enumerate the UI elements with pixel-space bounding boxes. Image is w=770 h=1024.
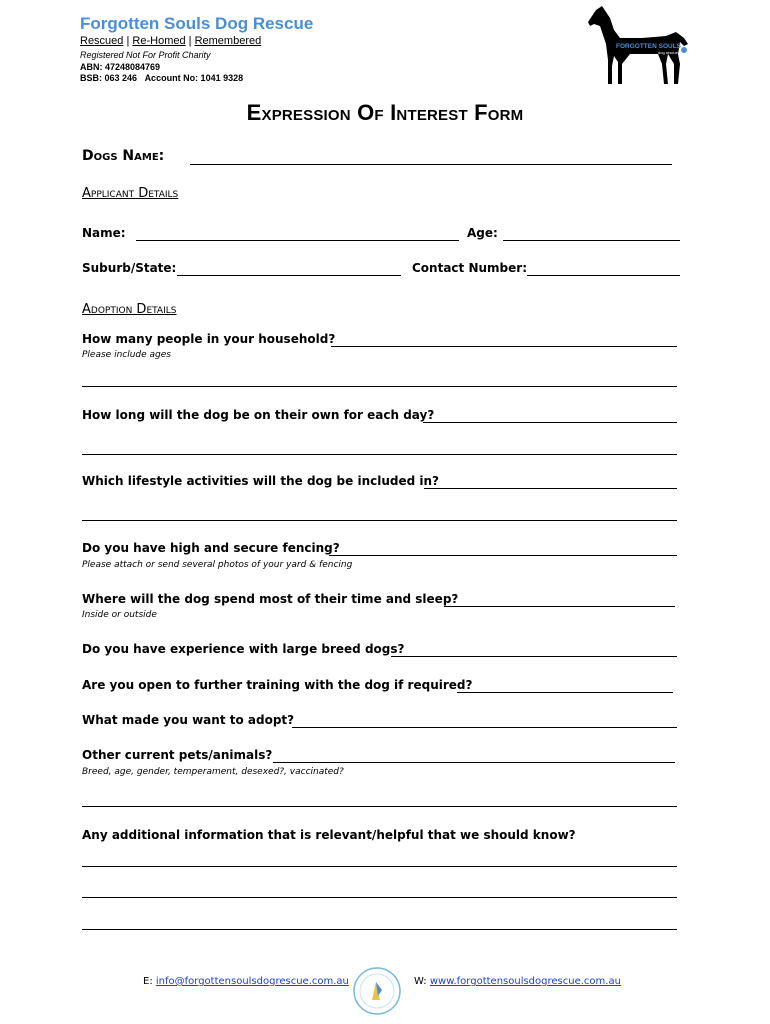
dogs-name-field[interactable] bbox=[190, 164, 672, 165]
alone-question: How long will the dog be on their own for each day? bbox=[82, 408, 435, 422]
logo-subtext: dog rescue bbox=[658, 50, 678, 55]
abn: ABN: 47248084769 bbox=[80, 62, 161, 72]
footer-email bbox=[143, 976, 349, 987]
age-label: Age: bbox=[467, 226, 498, 240]
fencing-question: Do you have high and secure fencing? bbox=[82, 541, 340, 555]
household-field[interactable] bbox=[331, 346, 677, 347]
additional-field-2[interactable] bbox=[82, 897, 677, 898]
additional-field-3[interactable] bbox=[82, 929, 677, 930]
age-field[interactable] bbox=[503, 240, 680, 241]
alone-field[interactable] bbox=[423, 422, 677, 423]
adoption-details-heading: Adoption Details bbox=[82, 302, 177, 317]
form-title: Expression Of Interest Form bbox=[246, 100, 524, 125]
alone-field-extra[interactable] bbox=[82, 454, 677, 455]
name-label: Name: bbox=[82, 226, 126, 240]
training-field[interactable] bbox=[457, 692, 673, 693]
pets-hint: Breed, age, gender, temperament, desexed?, vaccinated? bbox=[82, 767, 344, 777]
email-link[interactable]: info@forgottensoulsdogrescue.com.au bbox=[155, 976, 349, 987]
additional-field-1[interactable] bbox=[82, 866, 677, 867]
tagline-rescued: Rescued bbox=[80, 35, 124, 47]
pets-field-extra[interactable] bbox=[82, 806, 677, 807]
name-field[interactable] bbox=[136, 240, 459, 241]
sleep-field[interactable] bbox=[444, 606, 675, 607]
charity-seal-icon bbox=[352, 966, 402, 1016]
org-name: Forgotten Souls Dog Rescue bbox=[80, 14, 314, 33]
household-field-extra[interactable] bbox=[82, 386, 677, 387]
household-question: How many people in your household? bbox=[82, 332, 336, 346]
footer-web bbox=[414, 976, 621, 987]
training-question: Are you open to further training with the dog if required? bbox=[82, 678, 473, 692]
bsb: BSB: 063 246 bbox=[80, 73, 138, 83]
tagline-rehomed: Re-Homed bbox=[132, 35, 186, 47]
email-label: E: bbox=[143, 976, 156, 987]
sleep-question: Where will the dog spend most of their time and sleep? bbox=[82, 592, 459, 606]
bank-details bbox=[80, 73, 243, 83]
applicant-details-heading: Applicant Details bbox=[82, 186, 179, 201]
contact-label: Contact Number: bbox=[412, 261, 527, 275]
dogs-name-label: Dogs Name: bbox=[82, 148, 165, 164]
lifestyle-question: Which lifestyle activities will the dog be included in? bbox=[82, 474, 439, 488]
suburb-label: Suburb/State: bbox=[82, 261, 177, 275]
lifestyle-field[interactable] bbox=[424, 488, 677, 489]
household-hint: Please include ages bbox=[82, 350, 171, 360]
tagline-sep-1: | bbox=[123, 35, 133, 47]
sleep-hint: Inside or outside bbox=[82, 610, 157, 620]
fencing-hint: Please attach or send several photos of your yard & fencing bbox=[82, 560, 353, 570]
web-link[interactable]: www.forgottensoulsdogrescue.com.au bbox=[429, 976, 621, 987]
dog-logo-icon bbox=[580, 4, 700, 90]
lifestyle-field-extra[interactable] bbox=[82, 520, 677, 521]
adopt-question: What made you want to adopt? bbox=[82, 713, 295, 727]
additional-question: Any additional information that is relevant/helpful that we should know? bbox=[82, 828, 576, 842]
tagline-remembered: Remembered bbox=[194, 35, 262, 47]
charity-status: Registered Not For Profit Charity bbox=[80, 50, 211, 60]
pets-question: Other current pets/animals? bbox=[82, 748, 273, 762]
tagline-sep-2: | bbox=[185, 35, 195, 47]
experience-question: Do you have experience with large breed dogs? bbox=[82, 642, 405, 656]
adopt-field[interactable] bbox=[292, 727, 677, 728]
pets-field[interactable] bbox=[273, 762, 675, 763]
fencing-field[interactable] bbox=[329, 555, 677, 556]
org-tagline bbox=[80, 35, 261, 47]
web-label: W: bbox=[414, 976, 430, 987]
logo-text: FORGOTTEN SOULS bbox=[616, 43, 681, 50]
contact-field[interactable] bbox=[527, 275, 680, 276]
experience-field[interactable] bbox=[391, 656, 677, 657]
suburb-field[interactable] bbox=[177, 275, 401, 276]
account-number: Account No: 1041 9328 bbox=[144, 73, 244, 83]
